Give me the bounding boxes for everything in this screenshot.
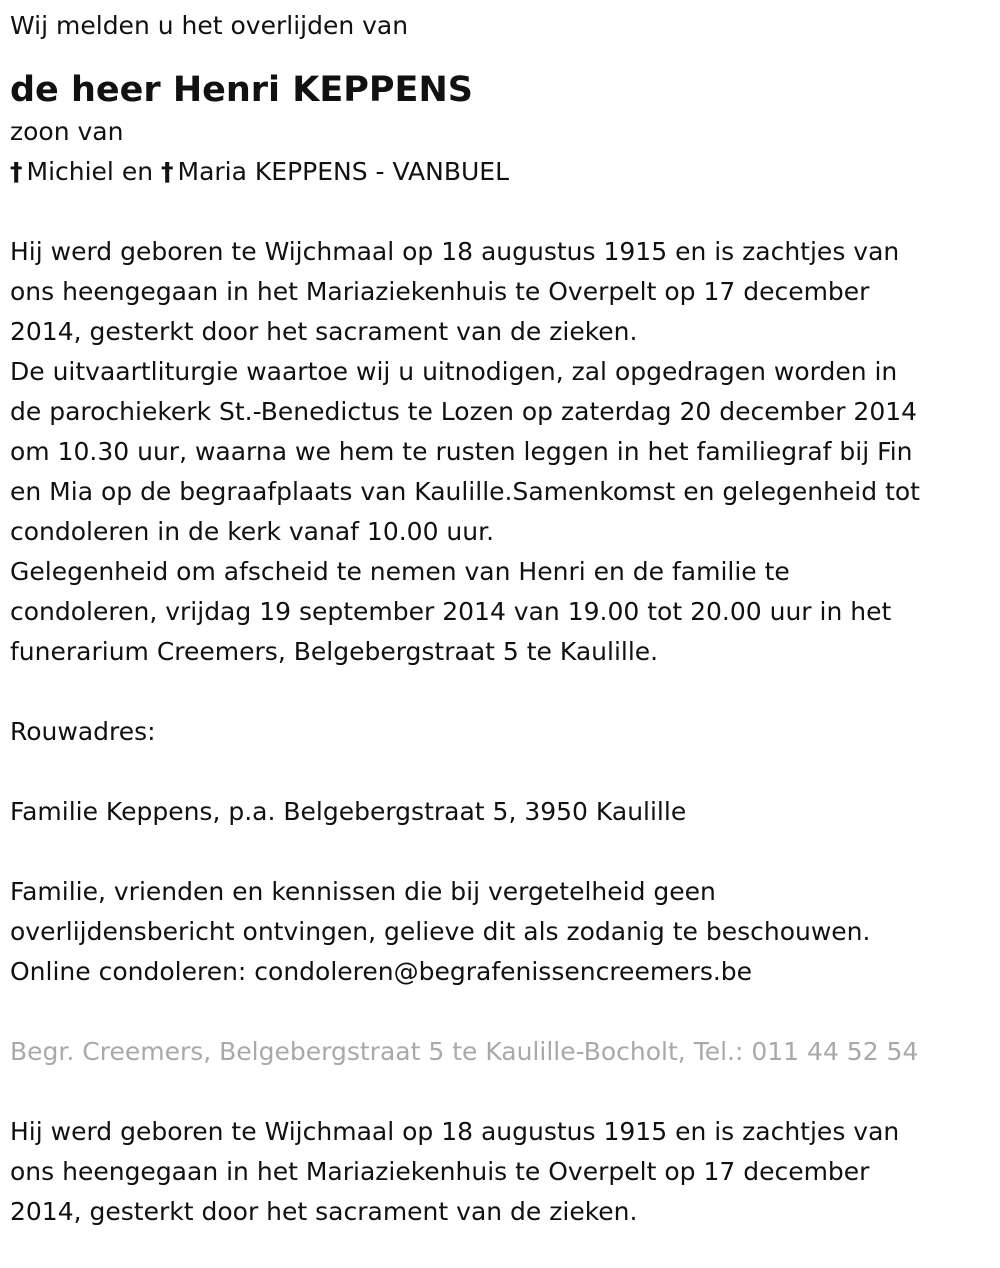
parent-second: Maria KEPPENS - VANBUEL	[177, 157, 509, 186]
cross-icon: †	[161, 157, 174, 186]
relation-text: zoon van	[10, 117, 124, 146]
body-line: condoleren, vrijdag 19 september 2014 van 19.00 tot 20.00 uur in het	[10, 597, 892, 626]
rouwadres-address: Familie Keppens, p.a. Belgebergstraat 5, 3950 Kaulille	[10, 797, 687, 826]
body-line: Gelegenheid om afscheid te nemen van Henri en de familie te	[10, 557, 790, 586]
body-paragraph	[10, 232, 1000, 672]
parent-first: Michiel en	[26, 157, 154, 186]
body-line: 2014, gesterkt door het sacrament van de zieken.	[10, 317, 638, 346]
body-line: De uitvaartliturgie waartoe wij u uitnodigen, zal opgedragen worden in	[10, 357, 898, 386]
repeat-line: 2014, gesterkt door het sacrament van de zieken.	[10, 1197, 638, 1226]
repeat-line: Hij werd geboren te Wijchmaal op 18 augustus 1915 en is zachtjes van	[10, 1117, 900, 1146]
closing-line: Online condoleren: condoleren@begrafenissencreemers.be	[10, 957, 753, 986]
body-line: funerarium Creemers, Belgebergstraat 5 te Kaulille.	[10, 637, 659, 666]
closing-line: Familie, vrienden en kennissen die bij vergetelheid geen	[10, 877, 716, 906]
repeat-line: ons heengegaan in het Mariaziekenhuis te Overpelt op 17 december	[10, 1157, 870, 1186]
spacer	[10, 752, 1000, 792]
spacer	[10, 672, 1000, 712]
closing-paragraph	[10, 872, 1000, 992]
deceased-name: de heer Henri KEPPENS	[10, 70, 473, 110]
body-line: condoleren in de kerk vanaf 10.00 uur.	[10, 517, 495, 546]
body-line: om 10.30 uur, waarna we hem te rusten leggen in het familiegraf bij Fin	[10, 437, 913, 466]
body-line: en Mia op de begraafplaats van Kaulille.Samenkomst en gelegenheid tot	[10, 477, 920, 506]
spacer	[10, 192, 1000, 232]
rouwadres-label: Rouwadres:	[10, 717, 156, 746]
intro-text: Wij melden u het overlijden van	[10, 11, 409, 40]
repeat-paragraph	[10, 1112, 1000, 1232]
body-line: Hij werd geboren te Wijchmaal op 18 augustus 1915 en is zachtjes van	[10, 237, 900, 266]
spacer	[10, 832, 1000, 872]
cross-icon: †	[10, 157, 23, 186]
spacer	[10, 992, 1000, 1032]
body-line: ons heengegaan in het Mariaziekenhuis te Overpelt op 17 december	[10, 277, 870, 306]
spacer	[10, 1072, 1000, 1112]
closing-line: overlijdensbericht ontvingen, gelieve dit als zodanig te beschouwen.	[10, 917, 871, 946]
parents-line	[10, 152, 1000, 192]
funeral-home-footer: Begr. Creemers, Belgebergstraat 5 te Kaulille-Bocholt, Tel.: 011 44 52 54	[10, 1037, 919, 1066]
body-line: de parochiekerk St.-Benedictus te Lozen op zaterdag 20 december 2014	[10, 397, 918, 426]
